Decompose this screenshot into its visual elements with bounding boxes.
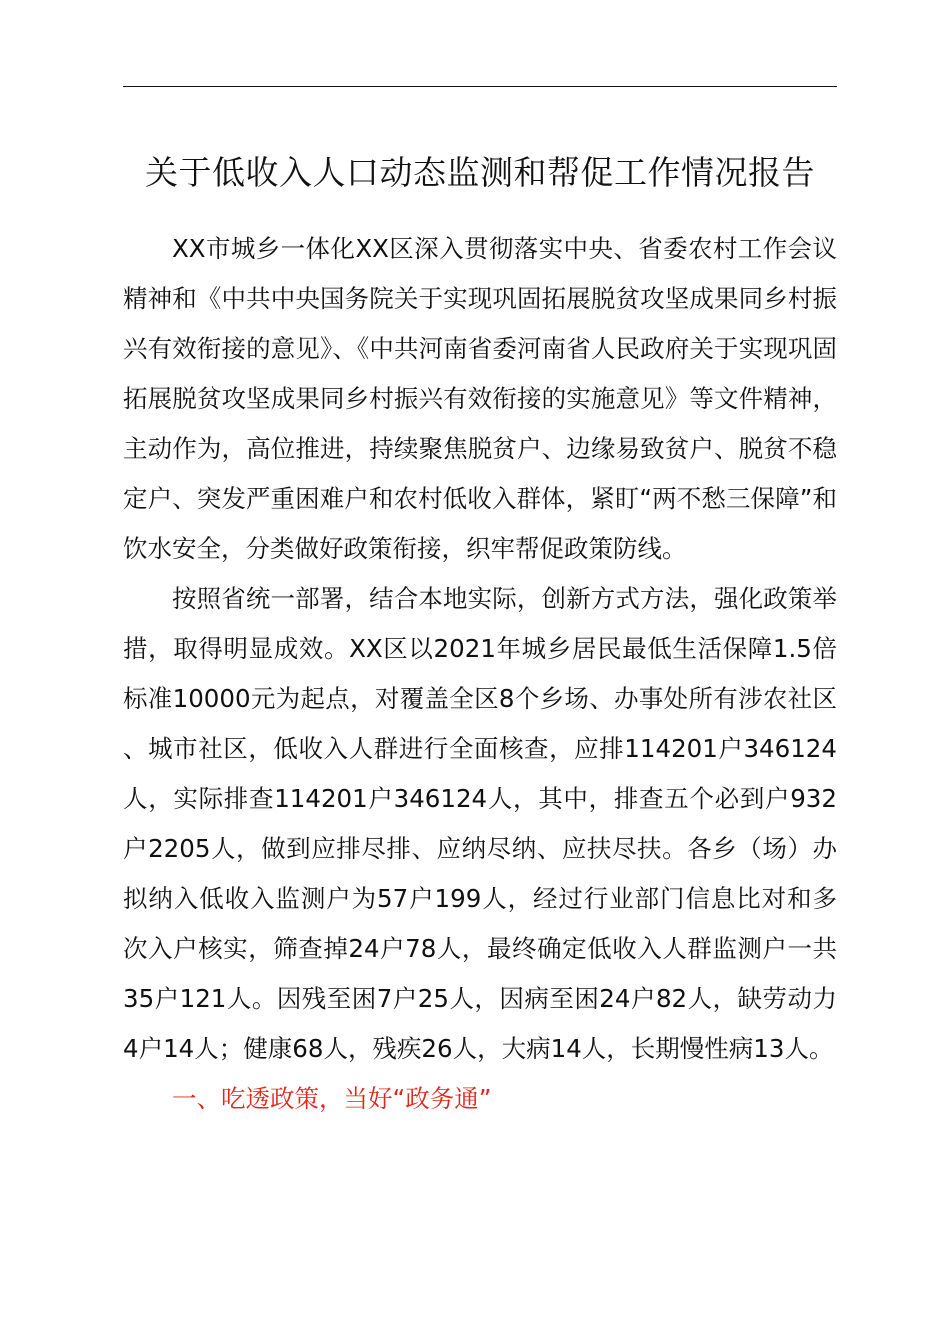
document-title: 关于低收入人口动态监测和帮促工作情况报告 [145, 153, 815, 192]
header-rule [123, 86, 837, 87]
paragraph-results: 按照省统一部署，结合本地实际，创新方式方法，强化政策举措，取得明显成效。XX区以2021年城乡居民最低生活保障1.5倍标准10000元为起点，对覆盖全区8个乡场、办事处所有涉农社区、城市社区，低收入人群进行全面核查，应排114201户346124人，实际排查114201户346124人，其中，排查五个必到户932户2205人，做到应排尽排、应纳尽纳、应扶尽扶。各乡（场）办拟纳入低收入监测户为57户199人，经过行业部门信息比对和多次入户核实，筛查掉24户78人，最终确定低收入人群监测户一共35户121人。因残至困7户25人，因病至困24户82人，缺劳动力4户14人；健康68人，残疾26人，大病14人，长期慢性病13人。 [123, 584, 837, 1063]
section-heading: 一、吃透政策，当好“政务通” [172, 1084, 492, 1113]
document-body [123, 224, 837, 1124]
paragraph-intro: XX市城乡一体化XX区深入贯彻落实中央、省委农村工作会议精神和《中共中央国务院关于实现巩固拓展脱贫攻坚成果同乡村振兴有效衔接的意见》、《中共河南省委河南省人民政府关于实现巩固拓展脱贫攻坚成果同乡村振兴有效衔接的实施意见》等文件精神，主动作为，高位推进，持续聚焦脱贫户、边缘易致贫户、脱贫不稳定户、突发严重困难户和农村低收入群体，紧盯“两不愁三保障”和饮水安全，分类做好政策衔接，织牢帮促政策防线。 [123, 234, 837, 563]
